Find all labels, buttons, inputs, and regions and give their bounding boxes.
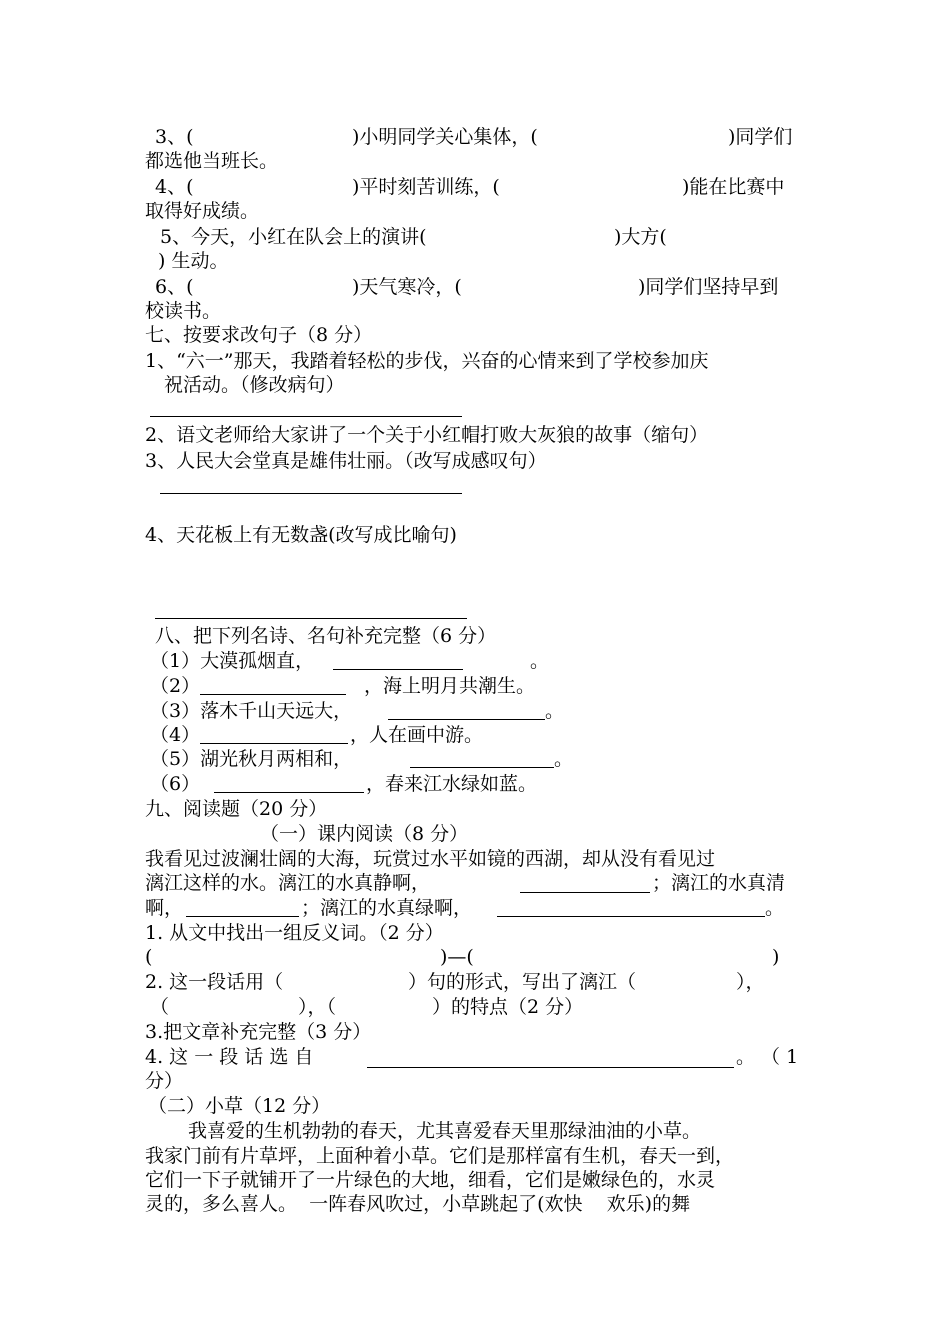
reading-q1: 1. 从文中找出一组反义词。（2 分） [145, 922, 444, 944]
q7-4-answer-line[interactable] [155, 618, 467, 619]
passage-line-1: 我看见过波澜壮阔的大海，玩赏过水平如镜的西湖，却从没有看见过 [145, 848, 716, 870]
q7-1-line2: 祝活动。（修改病句） [164, 374, 345, 396]
poem-1-end: 。 [530, 650, 550, 672]
passage-line-3-mid: ；漓江的水真绿啊， [301, 897, 473, 919]
q7-1-line1: 1、“六一”那天，我踏着轻松的步伐，兴奋的心情来到了学校参加庆 [145, 350, 709, 372]
q6-3-start: 3、( [155, 126, 194, 148]
poem-6: （6） [150, 773, 201, 795]
reading-q1-open: ( [145, 946, 153, 968]
poem-1-blank[interactable] [333, 669, 463, 670]
story-line-1: 我喜爱的生机勃勃的春天，尤其喜爱春天里那绿油油的小草。 [188, 1120, 702, 1142]
story-line-2: 我家门前有片草坪，上面种着小草。它们是那样富有生机，春天一到， [145, 1145, 735, 1167]
q6-6-cont: 校读书。 [145, 300, 222, 322]
poem-6-blank[interactable] [214, 792, 364, 793]
q6-5-cont: ) 生动。 [158, 250, 229, 272]
reading-q3: 3.把文章补充完整（3 分） [145, 1021, 372, 1043]
q6-5-start: 5、今天，小红在队会上的演讲( [160, 226, 427, 248]
reading-q2-cont-mid: ），（ [298, 996, 337, 1018]
poem-5-end: 。 [554, 748, 574, 770]
q6-4-start: 4、( [155, 176, 194, 198]
reading-q2: 2. 这一段话用（ [145, 971, 284, 993]
reading-q2-cont-end: ）的特点（2 分） [432, 996, 584, 1018]
poem-3: （3）落木千山天远大， [150, 700, 353, 722]
poem-4-blank[interactable] [200, 743, 348, 744]
q6-4-mid: )平时刻苦训练，( [352, 176, 500, 198]
reading-2-title: （二）小草（12 分） [148, 1095, 331, 1117]
passage-line-3: 啊， [145, 897, 184, 919]
q7-3-answer-line[interactable] [160, 493, 462, 494]
poem-2-blank[interactable] [200, 694, 346, 695]
story-line-4: 灵的，多么喜人。 一阵春风吹过，小草跳起了(欢快 欢乐)的舞 [145, 1193, 691, 1215]
q6-6-end: )同学们坚持早到 [638, 276, 779, 298]
q6-6-mid: )天气寒冷，( [352, 276, 462, 298]
passage-line-2: 漓江这样的水。漓江的水真静啊， [145, 872, 431, 894]
section-8-title: 八、把下列名诗、名句补充完整（6 分） [155, 625, 497, 647]
reading-q4-end: 。 （ 1 [736, 1046, 799, 1068]
passage-line-3-end: 。 [765, 897, 785, 919]
poem-1: （1）大漠孤烟直， [150, 650, 315, 672]
poem-3-blank[interactable] [388, 719, 545, 720]
passage-line-2-end: ；漓江的水真清 [652, 872, 786, 894]
reading-q1-mid: )—( [440, 946, 474, 968]
q6-6-start: 6、( [155, 276, 194, 298]
poem-2-end: ，海上明月共潮生。 [364, 675, 536, 697]
q6-4-cont: 取得好成绩。 [145, 200, 260, 222]
q7-2: 2、语文老师给大家讲了一个关于小红帽打败大灰狼的故事（缩句） [145, 424, 709, 446]
poem-4: （4） [150, 724, 201, 746]
q6-5-mid: )大方( [614, 226, 667, 248]
reading-q2-end: ）， [736, 971, 765, 993]
poem-4-end: ，人在画中游。 [350, 724, 484, 746]
q7-1-answer-line[interactable] [150, 416, 462, 417]
poem-3-end: 。 [545, 700, 565, 722]
reading-1-title: （一）课内阅读（8 分） [260, 823, 469, 845]
poem-2: （2） [150, 675, 201, 697]
q6-3-mid: )小明同学关心集体，( [352, 126, 538, 148]
reading-q1-close: ) [772, 946, 780, 968]
passage-blank-1[interactable] [520, 892, 650, 893]
q6-4-end: )能在比赛中 [682, 176, 785, 198]
poem-6-end: ，春来江水绿如蓝。 [366, 773, 538, 795]
q7-4: 4、天花板上有无数盏(改写成比喻句) [145, 524, 457, 546]
section-9-title: 九、阅读题（20 分） [145, 798, 328, 820]
reading-q4-blank[interactable] [367, 1067, 734, 1068]
section-7-title: 七、按要求改句子（8 分） [145, 324, 373, 346]
q6-3-cont: 都选他当班长。 [145, 150, 279, 172]
passage-blank-2[interactable] [186, 916, 299, 917]
reading-q4: 4. 这 一 段 话 选 自 [145, 1046, 314, 1068]
q7-3: 3、人民大会堂真是雄伟壮丽。（改写成感叹句） [145, 450, 547, 472]
reading-q2-mid: ）句的形式，写出了漓江（ [408, 971, 637, 993]
reading-q4-cont: 分） [145, 1070, 184, 1092]
passage-blank-3[interactable] [497, 916, 765, 917]
q6-3-end: )同学们 [728, 126, 793, 148]
poem-5-blank[interactable] [410, 767, 554, 768]
story-line-3: 它们一下子就铺开了一片绿色的大地，细看，它们是嫩绿色的，水灵 [145, 1169, 716, 1191]
poem-5: （5）湖光秋月两相和， [150, 748, 353, 770]
reading-q2-cont-start: （ [150, 996, 170, 1018]
